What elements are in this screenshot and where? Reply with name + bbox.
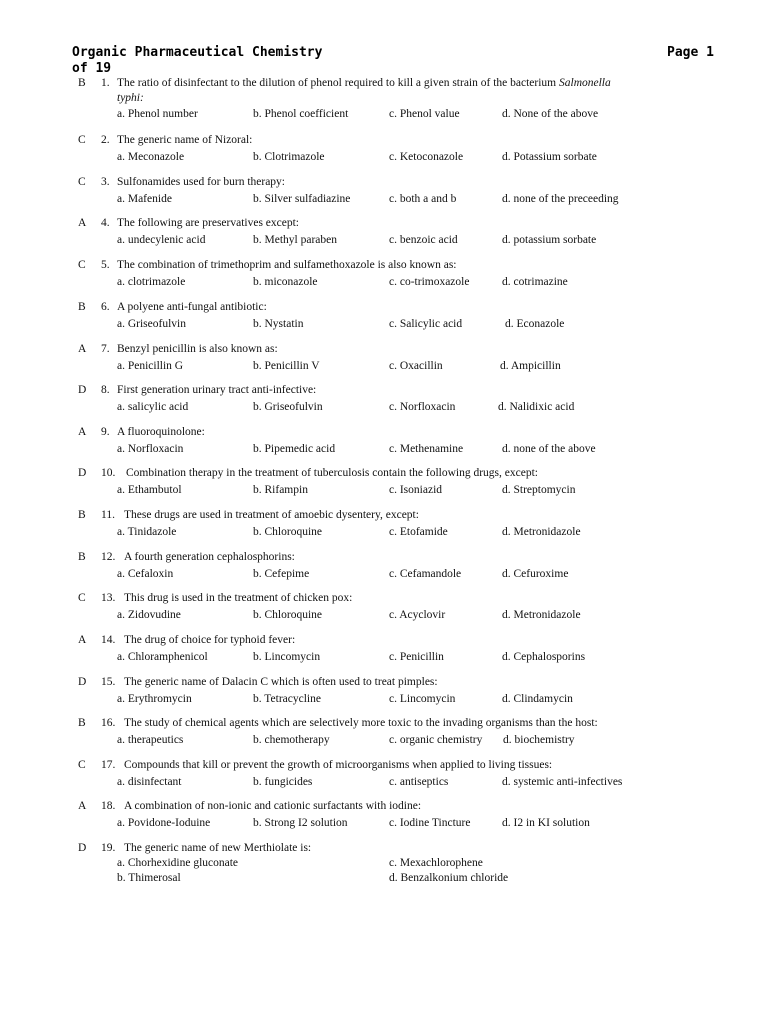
question-item bbox=[0, 634, 768, 674]
option-b: b. miconazole bbox=[253, 276, 318, 288]
question-item bbox=[0, 467, 768, 507]
option-c: c. Salicylic acid bbox=[389, 318, 463, 330]
option-c: c. Ketoconazole bbox=[389, 151, 464, 163]
option-a: a. Povidone-Ioduine bbox=[117, 817, 211, 829]
option-a: a. undecylenic acid bbox=[117, 234, 206, 246]
question-stem: The study of chemical agents which are selectively more toxic to the invading organisms than the host: bbox=[124, 717, 598, 729]
option-a: a. clotrimazole bbox=[117, 276, 186, 288]
option-b: b. chemotherapy bbox=[253, 734, 330, 746]
option-a: a. therapeutics bbox=[117, 734, 184, 746]
question-stem bbox=[117, 77, 611, 89]
answer-key: A bbox=[78, 343, 87, 355]
question-stem: The generic name of Dalacin C which is often used to treat pimples: bbox=[124, 676, 438, 688]
question-number: 3. bbox=[101, 176, 110, 188]
answer-key: A bbox=[78, 217, 87, 229]
option-b: b. Methyl paraben bbox=[253, 234, 337, 246]
question-item bbox=[0, 800, 768, 840]
option-c: c. Norfloxacin bbox=[389, 401, 456, 413]
option-b: b. Clotrimazole bbox=[253, 151, 325, 163]
question-stem: A combination of non-ionic and cationic surfactants with iodine: bbox=[124, 800, 422, 812]
option-a: a. Cefaloxin bbox=[117, 568, 174, 580]
answer-key: A bbox=[78, 426, 87, 438]
option-b: b. Cefepime bbox=[253, 568, 310, 580]
option-d: d. Potassium sorbate bbox=[502, 151, 597, 163]
option-c: c. Lincomycin bbox=[389, 693, 456, 705]
question-stem: These drugs are used in treatment of amoebic dysentery, except: bbox=[124, 509, 419, 521]
question-stem: This drug is used in the treatment of chicken pox: bbox=[124, 592, 353, 604]
question-number: 11. bbox=[101, 509, 115, 521]
answer-key: C bbox=[78, 176, 86, 188]
option-c: c. antiseptics bbox=[389, 776, 449, 788]
question-item bbox=[0, 717, 768, 757]
option-b: b. Tetracycline bbox=[253, 693, 321, 705]
question-item bbox=[0, 77, 768, 120]
question-number: 6. bbox=[101, 301, 110, 313]
option-b: b. Strong I2 solution bbox=[253, 817, 348, 829]
question-stem: Compounds that kill or prevent the growth of microorganisms when applied to living tissues: bbox=[124, 759, 553, 771]
option-d: d. Benzalkonium chloride bbox=[389, 872, 509, 884]
option-d: d. I2 in KI solution bbox=[502, 817, 590, 829]
option-d: d. Metronidazole bbox=[502, 526, 581, 538]
option-a: a. Griseofulvin bbox=[117, 318, 186, 330]
question-stem: A polyene anti-fungal antibiotic: bbox=[117, 301, 267, 313]
answer-key: D bbox=[78, 467, 87, 479]
question-item bbox=[0, 301, 768, 341]
option-d: d. Cefuroxime bbox=[502, 568, 569, 580]
question-item bbox=[0, 676, 768, 716]
option-b: b. fungicides bbox=[253, 776, 313, 788]
question-number: 13. bbox=[101, 592, 116, 604]
answer-key: C bbox=[78, 592, 86, 604]
option-a: a. Ethambutol bbox=[117, 484, 182, 496]
answer-key: B bbox=[78, 551, 86, 563]
option-c: c. Phenol value bbox=[389, 108, 460, 120]
option-c: c. Isoniazid bbox=[389, 484, 443, 496]
question-number: 16. bbox=[101, 717, 116, 729]
option-b: b. Thimerosal bbox=[117, 872, 181, 884]
option-a: a. Phenol number bbox=[117, 108, 198, 120]
answer-key: C bbox=[78, 259, 86, 271]
question-number: 19. bbox=[101, 842, 116, 854]
answer-key: D bbox=[78, 384, 87, 396]
question-item bbox=[0, 259, 768, 299]
answer-key: B bbox=[78, 509, 86, 521]
option-a: a. Norfloxacin bbox=[117, 443, 184, 455]
option-b: b. Lincomycin bbox=[253, 651, 321, 663]
answer-key: B bbox=[78, 77, 86, 89]
option-d: d. Streptomycin bbox=[502, 484, 576, 496]
option-c: c. Penicillin bbox=[389, 651, 444, 663]
option-d: d. none of the preceeding bbox=[502, 193, 619, 205]
option-c: c. Mexachlorophene bbox=[389, 857, 483, 869]
question-stem: The drug of choice for typhoid fever: bbox=[124, 634, 296, 646]
question-stem: The combination of trimethoprim and sulfamethoxazole is also known as: bbox=[117, 259, 457, 271]
question-number: 10. bbox=[101, 467, 116, 479]
question-item bbox=[0, 134, 768, 174]
option-a: a. Chloramphenicol bbox=[117, 651, 208, 663]
question-number: 12. bbox=[101, 551, 116, 563]
question-number: 14. bbox=[101, 634, 116, 646]
question-number: 2. bbox=[101, 134, 110, 146]
option-a: a. Meconazole bbox=[117, 151, 185, 163]
option-b: b. Griseofulvin bbox=[253, 401, 323, 413]
option-b: b. Penicillin V bbox=[253, 360, 320, 372]
question-stem: A fluoroquinolone: bbox=[117, 426, 205, 438]
question-stem: Sulfonamides used for burn therapy: bbox=[117, 176, 285, 188]
option-c: c. Acyclovir bbox=[389, 609, 446, 621]
question-item bbox=[0, 426, 768, 466]
option-b: b. Silver sulfadiazine bbox=[253, 193, 351, 205]
option-c: c. benzoic acid bbox=[389, 234, 458, 246]
answer-key: C bbox=[78, 134, 86, 146]
question-item bbox=[0, 176, 768, 216]
option-a: a. Chorhexidine gluconate bbox=[117, 857, 239, 869]
option-a: a. Tinidazole bbox=[117, 526, 177, 538]
answer-key: C bbox=[78, 759, 86, 771]
option-b: b. Chloroquine bbox=[253, 609, 322, 621]
question-stem-italic: Salmonella bbox=[559, 77, 611, 89]
question-stem: Benzyl penicillin is also known as: bbox=[117, 343, 278, 355]
question-number: 1. bbox=[101, 77, 110, 89]
question-item bbox=[0, 551, 768, 591]
option-b: b. Chloroquine bbox=[253, 526, 322, 538]
option-c: c. Etofamide bbox=[389, 526, 448, 538]
option-d: d. Metronidazole bbox=[502, 609, 581, 621]
option-c: c. Cefamandole bbox=[389, 568, 462, 580]
question-number: 9. bbox=[101, 426, 110, 438]
answer-key: D bbox=[78, 842, 87, 854]
option-d: d. none of the above bbox=[502, 443, 596, 455]
option-d: d. biochemistry bbox=[503, 734, 575, 746]
question-number: 15. bbox=[101, 676, 116, 688]
question-stem-text: The ratio of disinfectant to the dilution of phenol required to kill a given strain of the bacterium bbox=[117, 77, 557, 89]
option-b: b. Rifampin bbox=[253, 484, 308, 496]
option-d: d. Econazole bbox=[505, 318, 565, 330]
question-stem: Combination therapy in the treatment of tuberculosis contain the following drugs, except: bbox=[126, 467, 538, 479]
option-d: d. Cephalosporins bbox=[502, 651, 586, 663]
question-number: 8. bbox=[101, 384, 110, 396]
option-b: b. Nystatin bbox=[253, 318, 304, 330]
option-c: c. organic chemistry bbox=[389, 734, 483, 746]
question-stem: First generation urinary tract anti-infective: bbox=[117, 384, 317, 396]
question-item bbox=[0, 343, 768, 383]
option-c: c. Iodine Tincture bbox=[389, 817, 471, 829]
answer-key: A bbox=[78, 800, 87, 812]
option-b: b. Pipemedic acid bbox=[253, 443, 336, 455]
question-number: 18. bbox=[101, 800, 116, 812]
option-d: d. systemic anti-infectives bbox=[502, 776, 623, 788]
question-stem: The generic name of new Merthiolate is: bbox=[124, 842, 312, 854]
document-title: Organic Pharmaceutical Chemistry bbox=[72, 45, 323, 60]
option-a: a. Mafenide bbox=[117, 193, 172, 205]
question-item bbox=[0, 217, 768, 257]
option-a: a. Penicillin G bbox=[117, 360, 184, 372]
answer-key: B bbox=[78, 717, 86, 729]
page-number: Page 1 bbox=[667, 45, 714, 60]
option-a: a. disinfectant bbox=[117, 776, 182, 788]
page-total: of 19 bbox=[72, 61, 112, 76]
option-d: d. potassium sorbate bbox=[502, 234, 597, 246]
answer-key: A bbox=[78, 634, 87, 646]
option-a: a. Zidovudine bbox=[117, 609, 181, 621]
option-c: c. co-trimoxazole bbox=[389, 276, 470, 288]
option-c: c. Oxacillin bbox=[389, 360, 443, 372]
option-c: c. both a and b bbox=[389, 193, 457, 205]
question-item bbox=[0, 759, 768, 799]
option-d: d. None of the above bbox=[502, 108, 599, 120]
question-number: 4. bbox=[101, 217, 110, 229]
question-item bbox=[0, 384, 768, 424]
question-number: 7. bbox=[101, 343, 110, 355]
question-item bbox=[0, 592, 768, 632]
option-d: d. Ampicillin bbox=[500, 360, 561, 372]
question-number: 17. bbox=[101, 759, 116, 771]
question-number: 5. bbox=[101, 259, 110, 271]
option-d: d. Nalidixic acid bbox=[498, 401, 575, 413]
question-stem: The following are preservatives except: bbox=[117, 217, 300, 229]
option-d: d. cotrimazine bbox=[502, 276, 568, 288]
option-a: a. Erythromycin bbox=[117, 693, 192, 705]
option-b: b. Phenol coefficient bbox=[253, 108, 349, 120]
question-stem: The generic name of Nizoral: bbox=[117, 134, 253, 146]
option-c: c. Methenamine bbox=[389, 443, 464, 455]
option-a: a. salicylic acid bbox=[117, 401, 189, 413]
question-stem-continued: typhi: bbox=[117, 92, 144, 104]
question-item bbox=[0, 842, 768, 890]
option-d: d. Clindamycin bbox=[502, 693, 573, 705]
answer-key: B bbox=[78, 301, 86, 313]
question-item bbox=[0, 509, 768, 549]
answer-key: D bbox=[78, 676, 87, 688]
question-stem: A fourth generation cephalosphorins: bbox=[124, 551, 295, 563]
